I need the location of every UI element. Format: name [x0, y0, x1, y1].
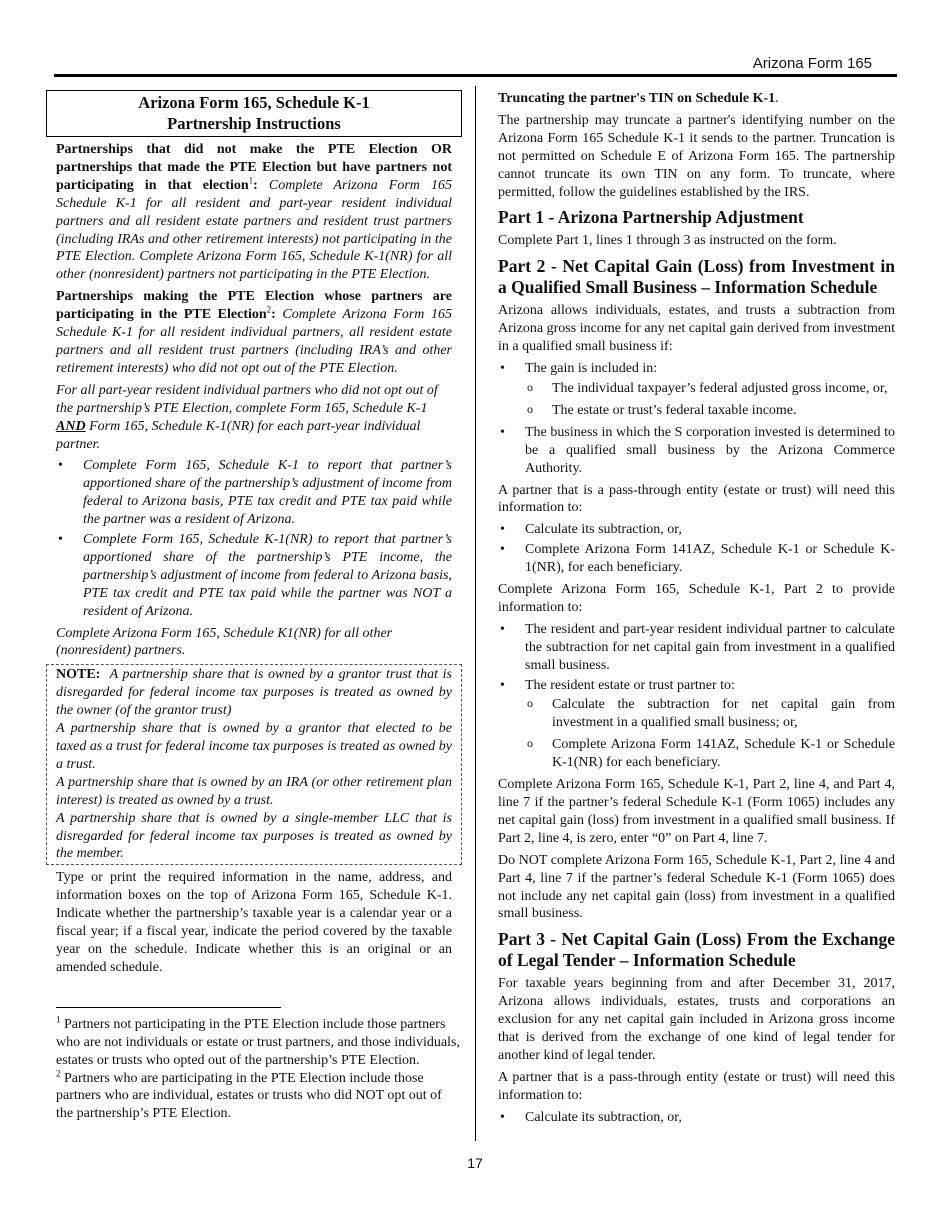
page-number: 17	[467, 1155, 483, 1171]
header-rule	[54, 74, 897, 77]
note-line: A partnership share that is owned by a grantor that elected to be taxed as a trust for federal income tax purposes is treated as owned by a trust.	[56, 721, 452, 772]
list-item: • Complete Form 165, Schedule K-1(NR) to report that partner’s apportioned share of the partnership’s PTE income, the partnership’s adjustment of income from federal to Arizona basis, PTE tax credit and PTE tax paid while the partner was NOT a resident of Arizona.	[56, 531, 452, 621]
part3-passthrough: A partner that is a pass-through entity (estate or trust) will need this information to:	[498, 1069, 895, 1103]
part3-list	[498, 1109, 895, 1127]
part1-paragraph: Complete Part 1, lines 1 through 3 as instructed on the form.	[498, 233, 837, 249]
note-line: NOTE: A partnership share that is owned by a grantor trust that is disregarded for federal income tax purposes is treated as owned by the owner (of the grantor trust)	[56, 667, 452, 719]
part2-passthrough: A partner that is a pass-through entity (estate or trust) will need this information to:	[498, 482, 895, 516]
paragraph-non-pte: Partnerships that did not make the PTE Election OR partnerships that made the PTE Election but have partners not participating in that election$^1$: Complete Arizona Form 165 Schedule K-1 for all resident and part-year resident individual partners and all resident estate partners and resident trust partners (including IRAs and other retirement interests) not participating in the PTE Election. Complete Arizona Form 165, Schedule K-1(NR) for all other (nonresident) partners not participating in the PTE Election.	[56, 142, 452, 283]
sub-list-item: o Complete Arizona Form 141AZ, Schedule K-1 or Schedule K-1(NR) for each beneficiary.	[525, 736, 895, 772]
part2-do-not: Do NOT complete Arizona Form 165, Schedule K-1, Part 2, line 4 and Part 4, line 7 if the partner’s federal Schedule K-1 (Form 1065) does not include any net capital gain (loss) from investment in a qualified small business.	[498, 852, 895, 922]
part2-provide: Complete Arizona Form 165, Schedule K-1, Part 2 to provide information to:	[498, 582, 895, 615]
sub-list	[525, 380, 895, 420]
part2-heading: Part 2 - Net Capital Gain (Loss) from Investment in a Qualified Small Business – Information Schedule	[498, 256, 895, 298]
column-divider	[475, 86, 476, 1141]
note-line: A partnership share that is owned by a single-member LLC that is disregarded for federal income tax purposes is treated as owned by the member.	[56, 810, 452, 862]
part2-provide-list	[498, 621, 895, 772]
footnote-2: $^2$ Partners who are participating in the PTE Election include those partners who are individual, estates or trusts who did NOT opt out of the partnership’s PTE Election.	[56, 1067, 442, 1122]
part2-intro: Arizona allows individuals, estates, and trusts a subtraction from Arizona gross income for any net capital gain derived from investment in a qualified small business if:	[498, 303, 895, 355]
list-item: • The business in which the S corporation invested is determined to be a qualified small business by the Arizona Commerce Authority.	[498, 424, 895, 478]
sub-list	[525, 696, 895, 772]
part-year-bullets	[56, 457, 452, 620]
footnote-1: $^1$ Partners not participating in the PTE Election include those partners who are not individuals or estate or trust partners, and those individuals, estates or trusts who opted out of the partnership’s PTE Election.	[56, 1014, 460, 1068]
paragraph-part-year: For all part-year resident individual partners who did not opt out of the partnership’s PTE Election, complete Form 165, Schedule K-1 AND Form 165, Schedule K-1(NR) for each part-year individual partner.	[56, 382, 438, 452]
form-header: Arizona Form 165	[752, 55, 872, 72]
left-column	[46, 90, 462, 1123]
part3-intro: For taxable years beginning from and after December 31, 2017, Arizona allows individuals, estates, trusts and corporations an exclusion for any net capital gain included in Arizona gross income that is derived from the exchange of one kind of legal tender for another kind of legal tender.	[498, 976, 895, 1063]
section-title-line1: Arizona Form 165, Schedule K-1	[138, 93, 370, 112]
paragraph-nonresident: Complete Arizona Form 165, Schedule K1(NR) for all other (nonresident) partners.	[56, 625, 393, 659]
list-item: • Complete Form 165, Schedule K-1 to report that partner’s apportioned share of the partnership’s adjustment of income from federal to Arizona basis, PTE tax credit and PTE tax paid while the partner was a resident of Arizona.	[56, 457, 452, 529]
paragraph-info-boxes: Type or print the required information in the name, address, and information boxes on the top of Arizona Form 165, Schedule K-1. Indicate whether the partnership’s taxable year is a calendar year or a fiscal year; if a fiscal year, indicate the period covered by the taxable year on the schedule. Indicate whether this is an original or an amended schedule.	[56, 870, 452, 975]
part3-heading: Part 3 - Net Capital Gain (Loss) From the Exchange of Legal Tender – Information Schedule	[498, 929, 895, 971]
section-title-box	[46, 90, 462, 137]
part2-complete: Complete Arizona Form 165, Schedule K-1, Part 2, line 4, and Part 4, line 7 if the partner’s federal Schedule K-1 (Form 1065) includes any net capital gain (loss) from investment in a qualified small business. If Part 2, line 4, is zero, enter “0” on Part 4, line 7.	[498, 777, 895, 846]
list-item: • Calculate its subtraction, or,	[498, 1109, 895, 1127]
part1-heading: Part 1 - Arizona Partnership Adjustment	[498, 207, 804, 228]
sub-list-item: o The individual taxpayer’s federal adjusted gross income, or,	[525, 380, 895, 398]
part2-passthrough-list	[498, 521, 895, 577]
list-item: • The resident and part-year resident individual partner to calculate the subtraction for net capital gain from investment in a qualified small business.	[498, 621, 895, 675]
note-line: A partnership share that is owned by an IRA (or other retirement plan interest) is treated as owned by a trust.	[56, 774, 452, 808]
note-box	[46, 664, 462, 865]
truncation-heading: Truncating the partner's TIN on Schedule K-1.	[498, 91, 779, 106]
list-item: • Calculate its subtraction, or,	[498, 521, 895, 539]
sub-list-item: o Calculate the subtraction for net capital gain from investment in a qualified small business; or,	[525, 696, 895, 732]
paragraph-pte: Partnerships making the PTE Election whose partners are participating in the PTE Election$^2$: Complete Arizona Form 165 Schedule K-1 for all resident individual partners, all resident estate partners and all resident trust partners (including IRA’s and other retirement interests) who did not opt out of the PTE Election.	[56, 289, 452, 376]
footnote-rule	[56, 1007, 281, 1008]
list-item: • The resident estate or trust partner to: o Calculate the subtraction for net capital gain from investment in a qualified small business; or, o Complete Arizona Form 141AZ, Schedule K-1 or Schedule K-1(NR) for each beneficiary.	[498, 677, 895, 773]
part2-conditions	[498, 360, 895, 477]
section-title-line2: Partnership Instructions	[167, 114, 341, 133]
list-item: • Complete Arizona Form 141AZ, Schedule K-1 or Schedule K-1(NR), for each beneficiary.	[498, 541, 895, 577]
list-item: • The gain is included in: o The individual taxpayer’s federal adjusted gross income, or, o The estate or trust’s federal taxable income.	[498, 360, 895, 420]
sub-list-item: o The estate or trust’s federal taxable income.	[525, 402, 895, 420]
right-column	[498, 90, 895, 1131]
truncation-paragraph: The partnership may truncate a partner's identifying number on the Arizona Form 165 Schedule K-1 it sends to the partner. Truncation is not permitted on Schedule E of Arizona Form 165. The partnership cannot truncate its own TIN on any form. To truncate, where permitted, follow the guidelines established by the IRS.	[498, 112, 895, 200]
